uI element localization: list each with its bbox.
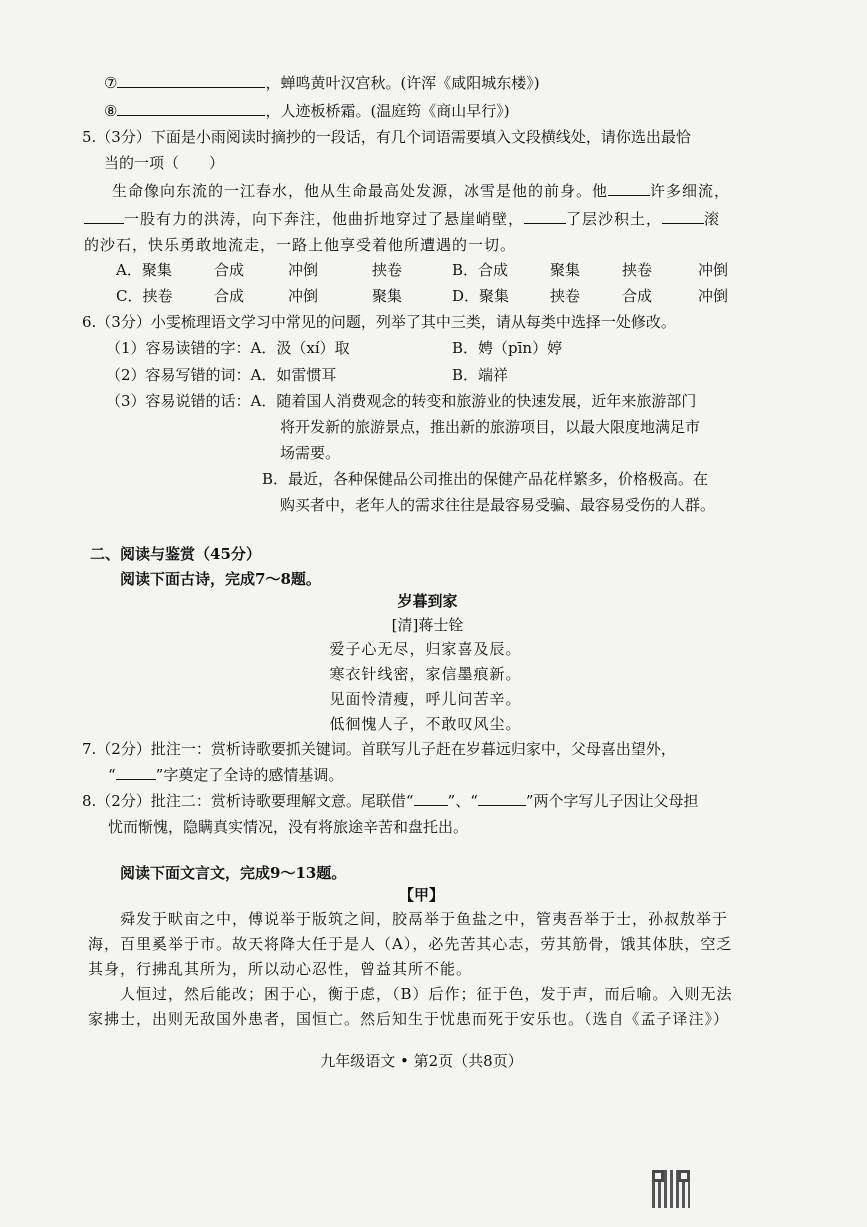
- q8-line-2: 忧而惭愧，隐瞒真实情况，没有将旅途辛苦和盘托出。: [108, 818, 469, 836]
- answer-blank[interactable]: [524, 209, 566, 224]
- poem-line: 爱子心无尽，归家喜及辰。: [329, 640, 522, 658]
- answer-blank[interactable]: [117, 73, 265, 88]
- answer-blank[interactable]: [117, 101, 265, 116]
- passage-text: 了层沙积土，: [566, 210, 663, 228]
- q6-row-2: （2）容易写错的词：A．如雷惯耳: [106, 366, 337, 384]
- item-number: ⑧: [104, 102, 118, 120]
- passage-text: 一股有力的洪涛，向下奔注，他曲折地穿过了悬崖峭壁，: [124, 210, 525, 228]
- answer-blank[interactable]: [608, 181, 650, 196]
- passage-text: 滚: [704, 210, 721, 228]
- q7-line-2: [108, 764, 343, 785]
- option-d-word-4: 冲倒: [698, 287, 729, 305]
- line-text: ”字奠定了全诗的感情基调。: [155, 766, 344, 784]
- option-c-word-2: 合成: [214, 287, 245, 305]
- line-text: 8.（2分）批注二：赏析诗歌要理解文意。尾联借“: [82, 792, 414, 810]
- answer-blank[interactable]: [662, 209, 704, 224]
- q6-row-1b: B．娉（pīn）婷: [452, 339, 563, 357]
- q6-stem: 6.（3分）小雯梳理语文学习中常见的问题，列举了其中三类，请从每类中选择一处修改。: [82, 313, 676, 331]
- line-text: ”两个字写儿子因让父母担: [525, 792, 699, 810]
- option-a-word-4: 挟卷: [372, 261, 403, 279]
- q7-line-1: 7.（2分）批注一：赏析诗歌要抓关键词。首联写儿子赶在岁暮远归家中，父母喜出望外，: [82, 740, 676, 758]
- classical-intro: 阅读下面文言文，完成9～13题。: [120, 864, 347, 882]
- poem-line: 低徊愧人子，不敢叹风尘。: [329, 715, 522, 733]
- q6-row-3b-line2: 购买者中，老年人的需求往往是最容易受骗、最容易受伤的人群。: [280, 496, 716, 514]
- q5-passage-line-3: 的沙石，快乐勇敢地流走，一路上他享受着他所遭遇的一切。: [84, 236, 517, 254]
- option-b-word-4: 冲倒: [698, 261, 729, 279]
- poem-title: 岁暮到家: [397, 592, 458, 610]
- option-b-word-1[interactable]: B．合成: [452, 261, 509, 279]
- answer-blank[interactable]: [478, 791, 526, 806]
- passage-text: 许多细流，: [650, 182, 731, 200]
- answer-blank[interactable]: [84, 209, 124, 224]
- poem-line: 见面怜清瘦，呼儿问苦辛。: [329, 690, 522, 708]
- option-b-word-3: 挟卷: [622, 261, 653, 279]
- line-8: [104, 100, 510, 121]
- passage-text: 生命像向东流的一江春水，他从生命最高处发源，冰雪是他的前身。他: [112, 182, 609, 200]
- qr-code-icon: [652, 1170, 690, 1208]
- classical-line: 其身，行拂乱其所为，所以动心忍性，曾益其所不能。: [88, 960, 473, 978]
- page-footer: 九年级语文 • 第2页（共8页）: [320, 1052, 523, 1070]
- option-a-word-1[interactable]: A．聚集: [116, 261, 172, 279]
- quote-mark: ”、“: [447, 792, 478, 810]
- poem-line: 寒衣针线密，家信墨痕新。: [329, 665, 522, 683]
- line-text: ，人迹板桥霜。(温庭筠《商山早行》): [265, 102, 510, 120]
- q5-stem-2: 当的一项（ ）: [104, 154, 225, 172]
- q6-row-3a-line3: 场需要。: [280, 444, 341, 462]
- q6-row-2b: B．端祥: [452, 366, 509, 384]
- option-d-word-3: 合成: [622, 287, 653, 305]
- classical-line: 人恒过，然后能改；困于心，衡于虑，（B）后作；征于色，发于声，而后喻。入则无法: [120, 985, 733, 1003]
- option-a-word-2: 合成: [214, 261, 245, 279]
- answer-blank[interactable]: [414, 791, 448, 806]
- classical-line: 海，百里奚举于市。故天将降大任于是人（A），必先苦其心志，劳其筋骨，饿其体肤，空乏: [88, 935, 733, 953]
- option-a-word-3: 冲倒: [288, 261, 319, 279]
- item-number: ⑦: [104, 74, 118, 92]
- option-c-word-1[interactable]: C．挟卷: [116, 287, 173, 305]
- line-text: ，蝉鸣黄叶汉宫秋。(许浑《咸阳城东楼》): [265, 74, 540, 92]
- option-b-word-2: 聚集: [550, 261, 581, 279]
- classical-line: 家拂士，出则无敌国外患者，国恒亡。然后知生于忧患而死于安乐也。（选自《孟子译注》）: [88, 1010, 730, 1028]
- q6-row-1: （1）容易读错的字：A．汲（xí）取: [106, 339, 350, 357]
- option-c-word-4: 聚集: [372, 287, 403, 305]
- section-heading: 二、阅读与鉴赏（45分）: [90, 545, 261, 563]
- passage-label: 【甲】: [398, 886, 444, 904]
- poem-author: [清]蒋士铨: [391, 616, 464, 634]
- q6-row-3a-line2: 将开发新的旅游景点，推出新的旅游项目，以最大限度地满足市: [280, 418, 701, 436]
- option-d-word-1[interactable]: D．聚集: [452, 287, 510, 305]
- section-intro: 阅读下面古诗，完成7～8题。: [120, 570, 321, 588]
- line-7: [104, 72, 540, 93]
- q5-passage-line-2: [84, 208, 720, 229]
- option-c-word-3: 冲倒: [288, 287, 319, 305]
- quote-mark: “: [108, 766, 116, 784]
- q5-passage-line-1: [112, 180, 730, 201]
- q5-stem-1: 5.（3分）下面是小雨阅读时摘抄的一段话，有几个词语需要填入文段横线处，请你选出最恰: [82, 128, 691, 146]
- classical-line: 舜发于畎亩之中，傅说举于版筑之间，胶鬲举于鱼盐之中，管夷吾举于士，孙叔敖举于: [120, 910, 729, 928]
- option-d-word-2: 挟卷: [550, 287, 581, 305]
- answer-blank[interactable]: [116, 765, 156, 780]
- q8-line-1: [82, 790, 699, 811]
- q6-row-3b-line1: B．最近，各种保健品公司推出的保健产品花样繁多，价格极高。在: [262, 470, 709, 488]
- q6-row-3: （3）容易说错的话：A．随着国人消费观念的转变和旅游业的快速发展，近年来旅游部门: [106, 392, 697, 410]
